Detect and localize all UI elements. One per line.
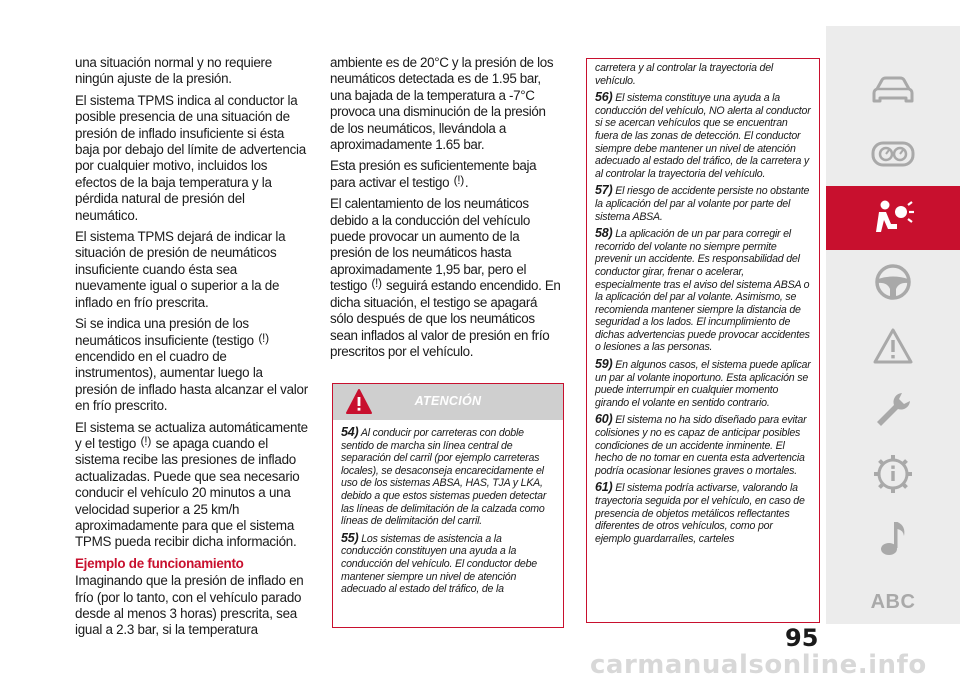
warning-item	[595, 481, 811, 545]
airbag-person-icon	[871, 198, 915, 238]
tpms-warning-icon: (!)	[140, 433, 152, 448]
paragraph	[330, 158, 563, 191]
paragraph-text: Esta presión es suficientemente baja para activar el testigo	[330, 158, 537, 190]
warning-item	[595, 227, 811, 354]
sidebar-item-dashboard[interactable]	[826, 122, 960, 186]
warning-text: El sistema podría activarse, valorando la trayectoria seguida por el vehículo, en caso de presencia de objetos metálicos reflectantes diferentes de otros vehículos, como por ejemplo guardarraíles, carteles	[595, 482, 805, 545]
attention-header	[333, 384, 563, 420]
attention-box	[332, 383, 564, 628]
warning-text: El sistema constituye una ayuda a la conducción del vehículo, NO alerta al conductor si se acercan vehículos que se encuentran fuera de las zonas de detección. El conductor siempre debe mantener un nivel de atención adecuado al estado del tráfico, de la carretera y al controlar la trayectoria del vehículo.	[595, 92, 811, 180]
warning-number: 58)	[595, 226, 613, 241]
paragraph-text: se apaga cuando el sistema recibe las presiones de inflado actualizadas. Puede que sea necesario conducir el vehículo 20 minutos a una velocidad superior a 25 km/h aproximadamente para que el sistema TPMS pueda recibir dicha información.	[75, 435, 300, 550]
sidebar-item-emergency[interactable]	[826, 314, 960, 378]
watermark: carmanualsonline.info	[590, 650, 927, 680]
tpms-warning-icon: (!)	[453, 172, 464, 187]
warning-text: En algunos casos, el sistema puede aplicar un par al volante inoportuno. Esta aplicación se puede interrumpir en cualquier momento girando el volante en sentido contrario.	[595, 359, 811, 409]
paragraph-text: El sistema se actualiza automáticamente y el testigo	[75, 419, 308, 451]
sidebar-item-safety[interactable]	[826, 186, 960, 250]
warning-number: 55)	[341, 530, 359, 545]
paragraph: ambiente es de 20°C y la presión de los neumáticos detectada es de 1.95 bar, una bajada de la temperatura a -7°C provoca una disminución de la presión de los neumáticos, llevándola a aproximadamente 1.65 bar.	[330, 55, 554, 153]
paragraph: El sistema TPMS dejará de indicar la situación de presión de neumáticos insuficiente cuando ésta sea nuevamente igual o superior a la de inflado en frío prescrita.	[75, 229, 286, 310]
paragraph	[75, 420, 308, 551]
paragraph: El sistema TPMS indica al conductor la posible presencia de una situación de presión de inflado insuficiente si ésta baja por debajo del límite de advertencia por cualquier motivo, incluidos los efectos de la baja temperatura y la pérdida natural de presión del neumático.	[75, 92, 306, 223]
warning-item	[595, 91, 811, 180]
paragraph-text: encendido en el cuadro de instrumentos), aumentar luego la presión de inflado hasta alcanzar el valor en frío prescrito.	[75, 348, 308, 414]
paragraph	[330, 196, 563, 360]
car-icon	[871, 75, 915, 105]
warning-text: El riesgo de accidente persiste no obstante la aplicación del par al volante por parte del sistema ABSA.	[595, 185, 810, 223]
wrench-icon	[873, 390, 913, 430]
warning-triangle-icon	[872, 327, 914, 365]
sidebar-item-multimedia[interactable]	[826, 506, 960, 570]
warning-item	[341, 426, 555, 528]
dashboard-icon	[871, 140, 915, 168]
warning-text: La aplicación de un par para corregir el recorrido del volante no siempre permite prevenir un accidente. Es responsabilidad del conductor girar, frenar o acelerar, especialmente tras el aviso del sistema ABSA o la aplicación del par al volante. Asimismo, se recomienda mantener siempre la distancia de seguridad a los lados. El incumplimiento de dichas advertencias puede provocar accidentes o lesiones a las personas.	[595, 228, 810, 354]
sidebar-item-technical-data[interactable]	[826, 442, 960, 506]
sidebar-item-index[interactable]	[826, 570, 960, 634]
sidebar-item-vehicle[interactable]	[826, 58, 960, 122]
warning-number: 54)	[341, 425, 359, 439]
warning-number: 57)	[595, 183, 613, 198]
warning-item	[595, 413, 811, 477]
section-subheading: Ejemplo de funcionamiento	[75, 555, 244, 571]
attention-body	[587, 59, 819, 553]
warning-item	[595, 358, 811, 409]
steering-wheel-icon	[873, 262, 913, 302]
paragraph-text: Si se indica una presión de los neumáticos insuficiente (testigo	[75, 316, 254, 348]
warning-item	[341, 532, 555, 596]
tpms-warning-icon: (!)	[371, 276, 382, 291]
abc-icon: ABC	[870, 590, 916, 613]
warning-number: 60)	[595, 412, 613, 427]
left-text-column	[75, 55, 308, 644]
paragraph: Imaginando que la presión de inflado en frío (por lo tanto, con el vehículo parado desde al menos 3 horas) prescrita, sea igual a 2.3 bar, si la temperatura	[75, 573, 304, 638]
sidebar-item-maintenance[interactable]	[826, 378, 960, 442]
warning-item	[595, 184, 811, 223]
warning-number: 56)	[595, 90, 613, 105]
paragraph-text: .	[464, 174, 469, 190]
page-number: 95	[785, 624, 819, 652]
music-note-icon	[876, 518, 910, 558]
middle-text-column	[330, 55, 563, 365]
attention-box-continued	[586, 58, 820, 623]
paragraph-text: El calentamiento de los neumáticos debido a la conducción del vehículo puede provocar un aumento de la presión de los neumáticos hasta aproximadamente 1,95 bar, pero el testigo	[330, 196, 530, 294]
sidebar-item-driving[interactable]	[826, 250, 960, 314]
warning-text: Al conducir por carreteras con doble sentido de marcha sin línea central de separación del carril (por ejemplo carreteras locales), se desaconseja encarecidamente el uso de los sistemas ABSA, HAS, TJA y LKA, debido a que estos sistemas pueden detectar las líneas de delimitación de la calzada como líneas de delimitación del carril.	[341, 427, 547, 528]
gear-info-icon	[872, 453, 914, 495]
chapter-sidebar	[826, 26, 960, 624]
warning-text: Los sistemas de asistencia a la conducción constituyen una ayuda a la conducción del vehículo. El conductor debe mantener siempre un nivel de atención adecuado al estado del tráfico, de la	[341, 532, 537, 596]
tpms-warning-icon: (!)	[258, 330, 269, 345]
attention-title: ATENCIÓN	[414, 394, 482, 408]
paragraph: una situación normal y no requiere ningún ajuste de la presión.	[75, 55, 272, 87]
warning-text: El sistema no ha sido diseñado para evitar colisiones y no es capaz de anticipar posibles condiciones de un accidente inminente. El hecho de no tomar en cuenta esta advertencia podría ocasionar lesiones graves o mortales.	[595, 414, 807, 477]
warning-number: 61)	[595, 480, 613, 495]
paragraph-text: seguirá estando encendido. En dicha situación, el testigo se apagará sólo después de que los neumáticos sean inflados al valor de presión en frío prescritos por el vehículo.	[330, 278, 561, 359]
warning-number: 59)	[595, 357, 613, 372]
paragraph	[75, 316, 308, 414]
attention-body	[333, 420, 563, 604]
warning-text-continued: carretera y al controlar la trayectoria del vehículo.	[595, 62, 774, 87]
